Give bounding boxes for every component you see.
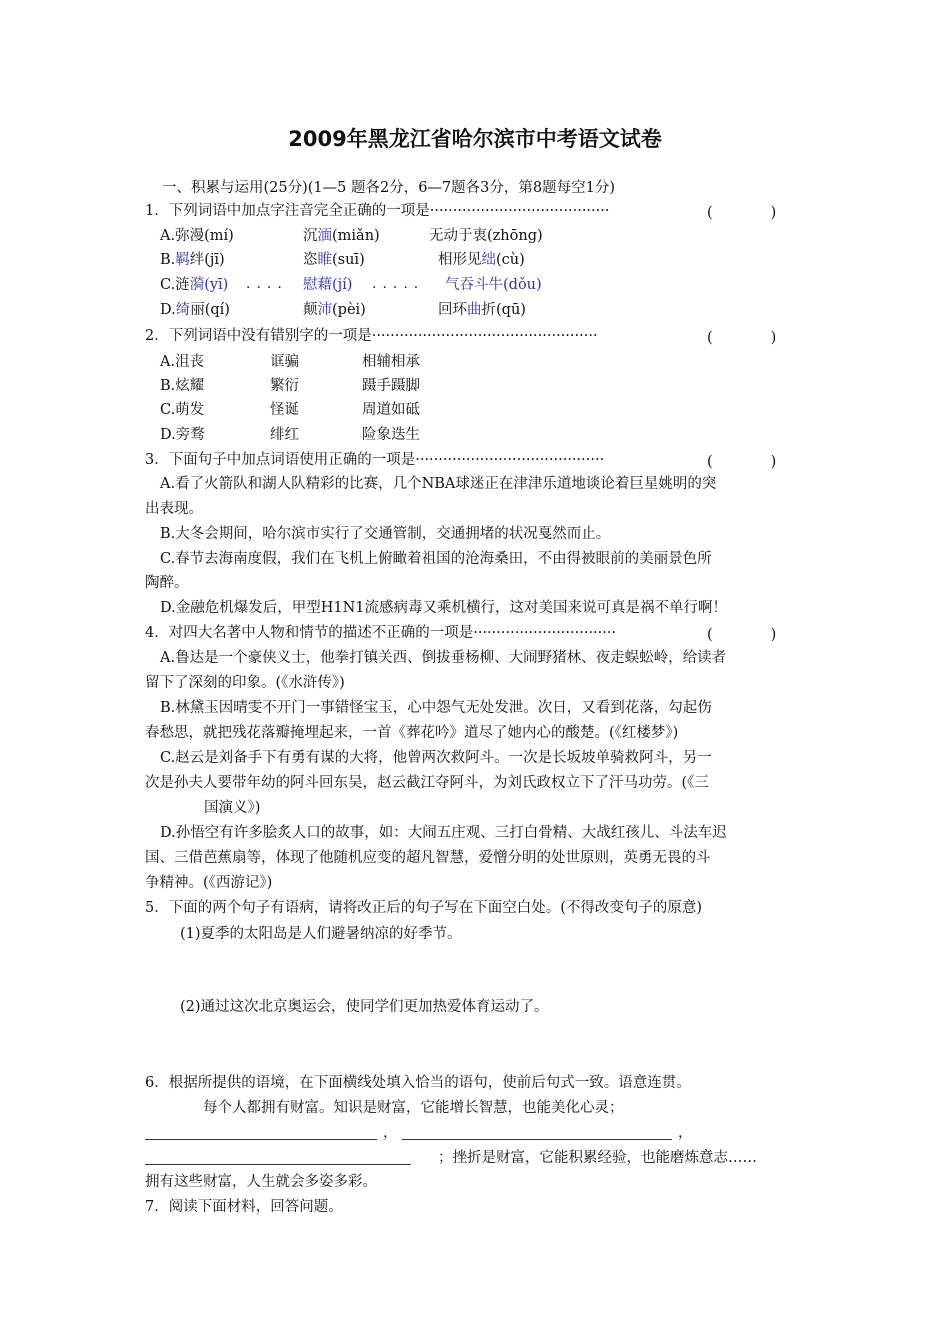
- q3-option-b: B.大冬会期间，哈尔滨市实行了交通管制，交通拥堵的状况戛然而止。: [160, 526, 611, 542]
- q3-option-a-cont: 出表现。: [145, 501, 203, 517]
- q2-option-a: A.沮丧 诓骗 相辅相承: [160, 354, 420, 370]
- q4-option-a: A.鲁达是一个豪侠义士，他拳打镇关西、倒拔垂杨柳、大闹野猪林、夜走蜈蚣岭，给读者: [160, 650, 727, 666]
- q2-stem: 2．下列词语中没有错别字的一项是·················································: [145, 328, 598, 344]
- q4-option-d-cont2: 争精神。(《西游记》): [145, 875, 273, 891]
- q1-option-a: A.弥漫(mí) 沉湎(miǎn) 无动于衷(zhōng): [160, 228, 543, 244]
- q4-option-c-cont: 次是孙夫人要带年幼的阿斗回东吴，赵云截江夺阿斗，为刘氏政权立下了汗马功劳。(《三: [145, 775, 709, 791]
- q3-option-c-cont: 陶醉。: [145, 575, 189, 591]
- q2-option-c: C.萌发 怪诞 周道如砥: [160, 402, 420, 418]
- q7-stem: 7．阅读下面材料，回答问题。: [145, 1199, 343, 1215]
- emphasis-dots: ····: [246, 280, 288, 296]
- q1-option-b: B.羁绊(jī) 恣睢(suī) 相形见绌(cù): [160, 252, 525, 268]
- q3-option-a: A.看了火箭队和湖人队精彩的比赛，几个NBA球迷正在津津乐道地谈论着巨星姚明的突: [160, 476, 717, 492]
- q2-option-d: D.旁骛 绯红 险象迭生: [160, 427, 420, 443]
- q6-answer-blank-2[interactable]: [402, 1138, 672, 1140]
- q6-after-text: ；挫折是财富，它能积累经验，也能磨炼意志……: [438, 1150, 757, 1166]
- q2-answer-paren: ( ): [707, 330, 777, 346]
- q5-stem: 5．下面的两个句子有语病，请将改正后的句子写在下面空白处。(不得改变句子的原意): [145, 900, 703, 916]
- q6-comma-1: ，: [383, 1125, 398, 1141]
- q3-option-c: C.春节去海南度假，我们在飞机上俯瞰着祖国的沧海桑田，不由得被眼前的美丽景色所: [160, 551, 712, 567]
- q6-answer-blank-3[interactable]: [145, 1163, 411, 1165]
- q5-sentence-2: (2)通过这次北京奥运会，使同学们更加热爱体育运动了。: [180, 999, 549, 1015]
- q3-stem: 3．下面句子中加点词语使用正确的一项是·········································: [145, 452, 605, 468]
- q1-option-c: C.涟漪(yī) 慰藉(jí) 气吞斗牛(dǒu): [160, 277, 542, 293]
- q4-answer-paren: ( ): [707, 627, 777, 643]
- q4-option-b: B.林黛玉因晴雯不开门一事错怪宝玉，心中怨气无处发泄。次日，又看到花落，勾起伤: [160, 700, 712, 716]
- q4-option-a-cont: 留下了深刻的印象。(《水浒传》): [145, 675, 345, 691]
- q3-option-d: D.金融危机爆发后，甲型H1N1流感病毒又乘机横行，这对美国来说可真是祸不单行啊！: [160, 600, 727, 616]
- q2-option-b: B.炫耀 繁衍 蹑手蹑脚: [160, 378, 420, 394]
- q4-option-c: C.赵云是刘备手下有勇有谋的大将，他曾两次救阿斗。一次是长坂坡单骑救阿斗，另一: [160, 750, 712, 766]
- q4-option-c-cont2: 国演义》): [204, 800, 261, 816]
- q1-answer-paren: ( ): [707, 205, 777, 221]
- q6-end-text: 拥有这些财富，人生就会多姿多彩。: [145, 1174, 377, 1190]
- q4-option-d-cont: 国、三借芭蕉扇等，体现了他随机应变的超凡智慧，爱憎分明的处世原则，英勇无畏的斗: [145, 850, 711, 866]
- q4-option-b-cont: 春愁思，就把残花落瓣掩埋起来，一首《葬花吟》道尽了她内心的酸楚。(《红楼梦》): [145, 725, 679, 741]
- q6-comma-2: ，: [678, 1125, 693, 1141]
- q6-answer-blank-1[interactable]: [145, 1138, 377, 1140]
- q1-stem: 1．下列词语中加点字注音完全正确的一项是·······································: [145, 203, 610, 219]
- section-heading: 一、积累与运用(25分)(1—5 题各2分，6—7题各3分，第8题每空1分): [162, 180, 615, 196]
- q3-answer-paren: ( ): [707, 454, 777, 470]
- q1-option-d: D.绮丽(qí) 颠沛(pèi) 回环曲折(qū): [160, 302, 526, 318]
- q6-stem: 6．根据所提供的语境，在下面横线处填入恰当的语句，使前后句式一致。语意连贯。: [145, 1075, 691, 1091]
- page-title: 2009年黑龙江省哈尔滨市中考语文试卷: [288, 127, 662, 151]
- q5-sentence-1: (1)夏季的太阳岛是人们避暑纳凉的好季节。: [180, 926, 462, 942]
- emphasis-dots: ·····: [372, 280, 425, 296]
- q4-option-d: D.孙悟空有许多脍炙人口的故事，如：大闹五庄观、三打白骨精、大战红孩儿、斗法车迟: [160, 825, 727, 841]
- q4-stem: 4．对四大名著中人物和情节的描述不正确的一项是·······························: [145, 625, 617, 641]
- q6-context: 每个人都拥有财富。知识是财富，它能增长智慧，也能美化心灵；: [203, 1100, 624, 1116]
